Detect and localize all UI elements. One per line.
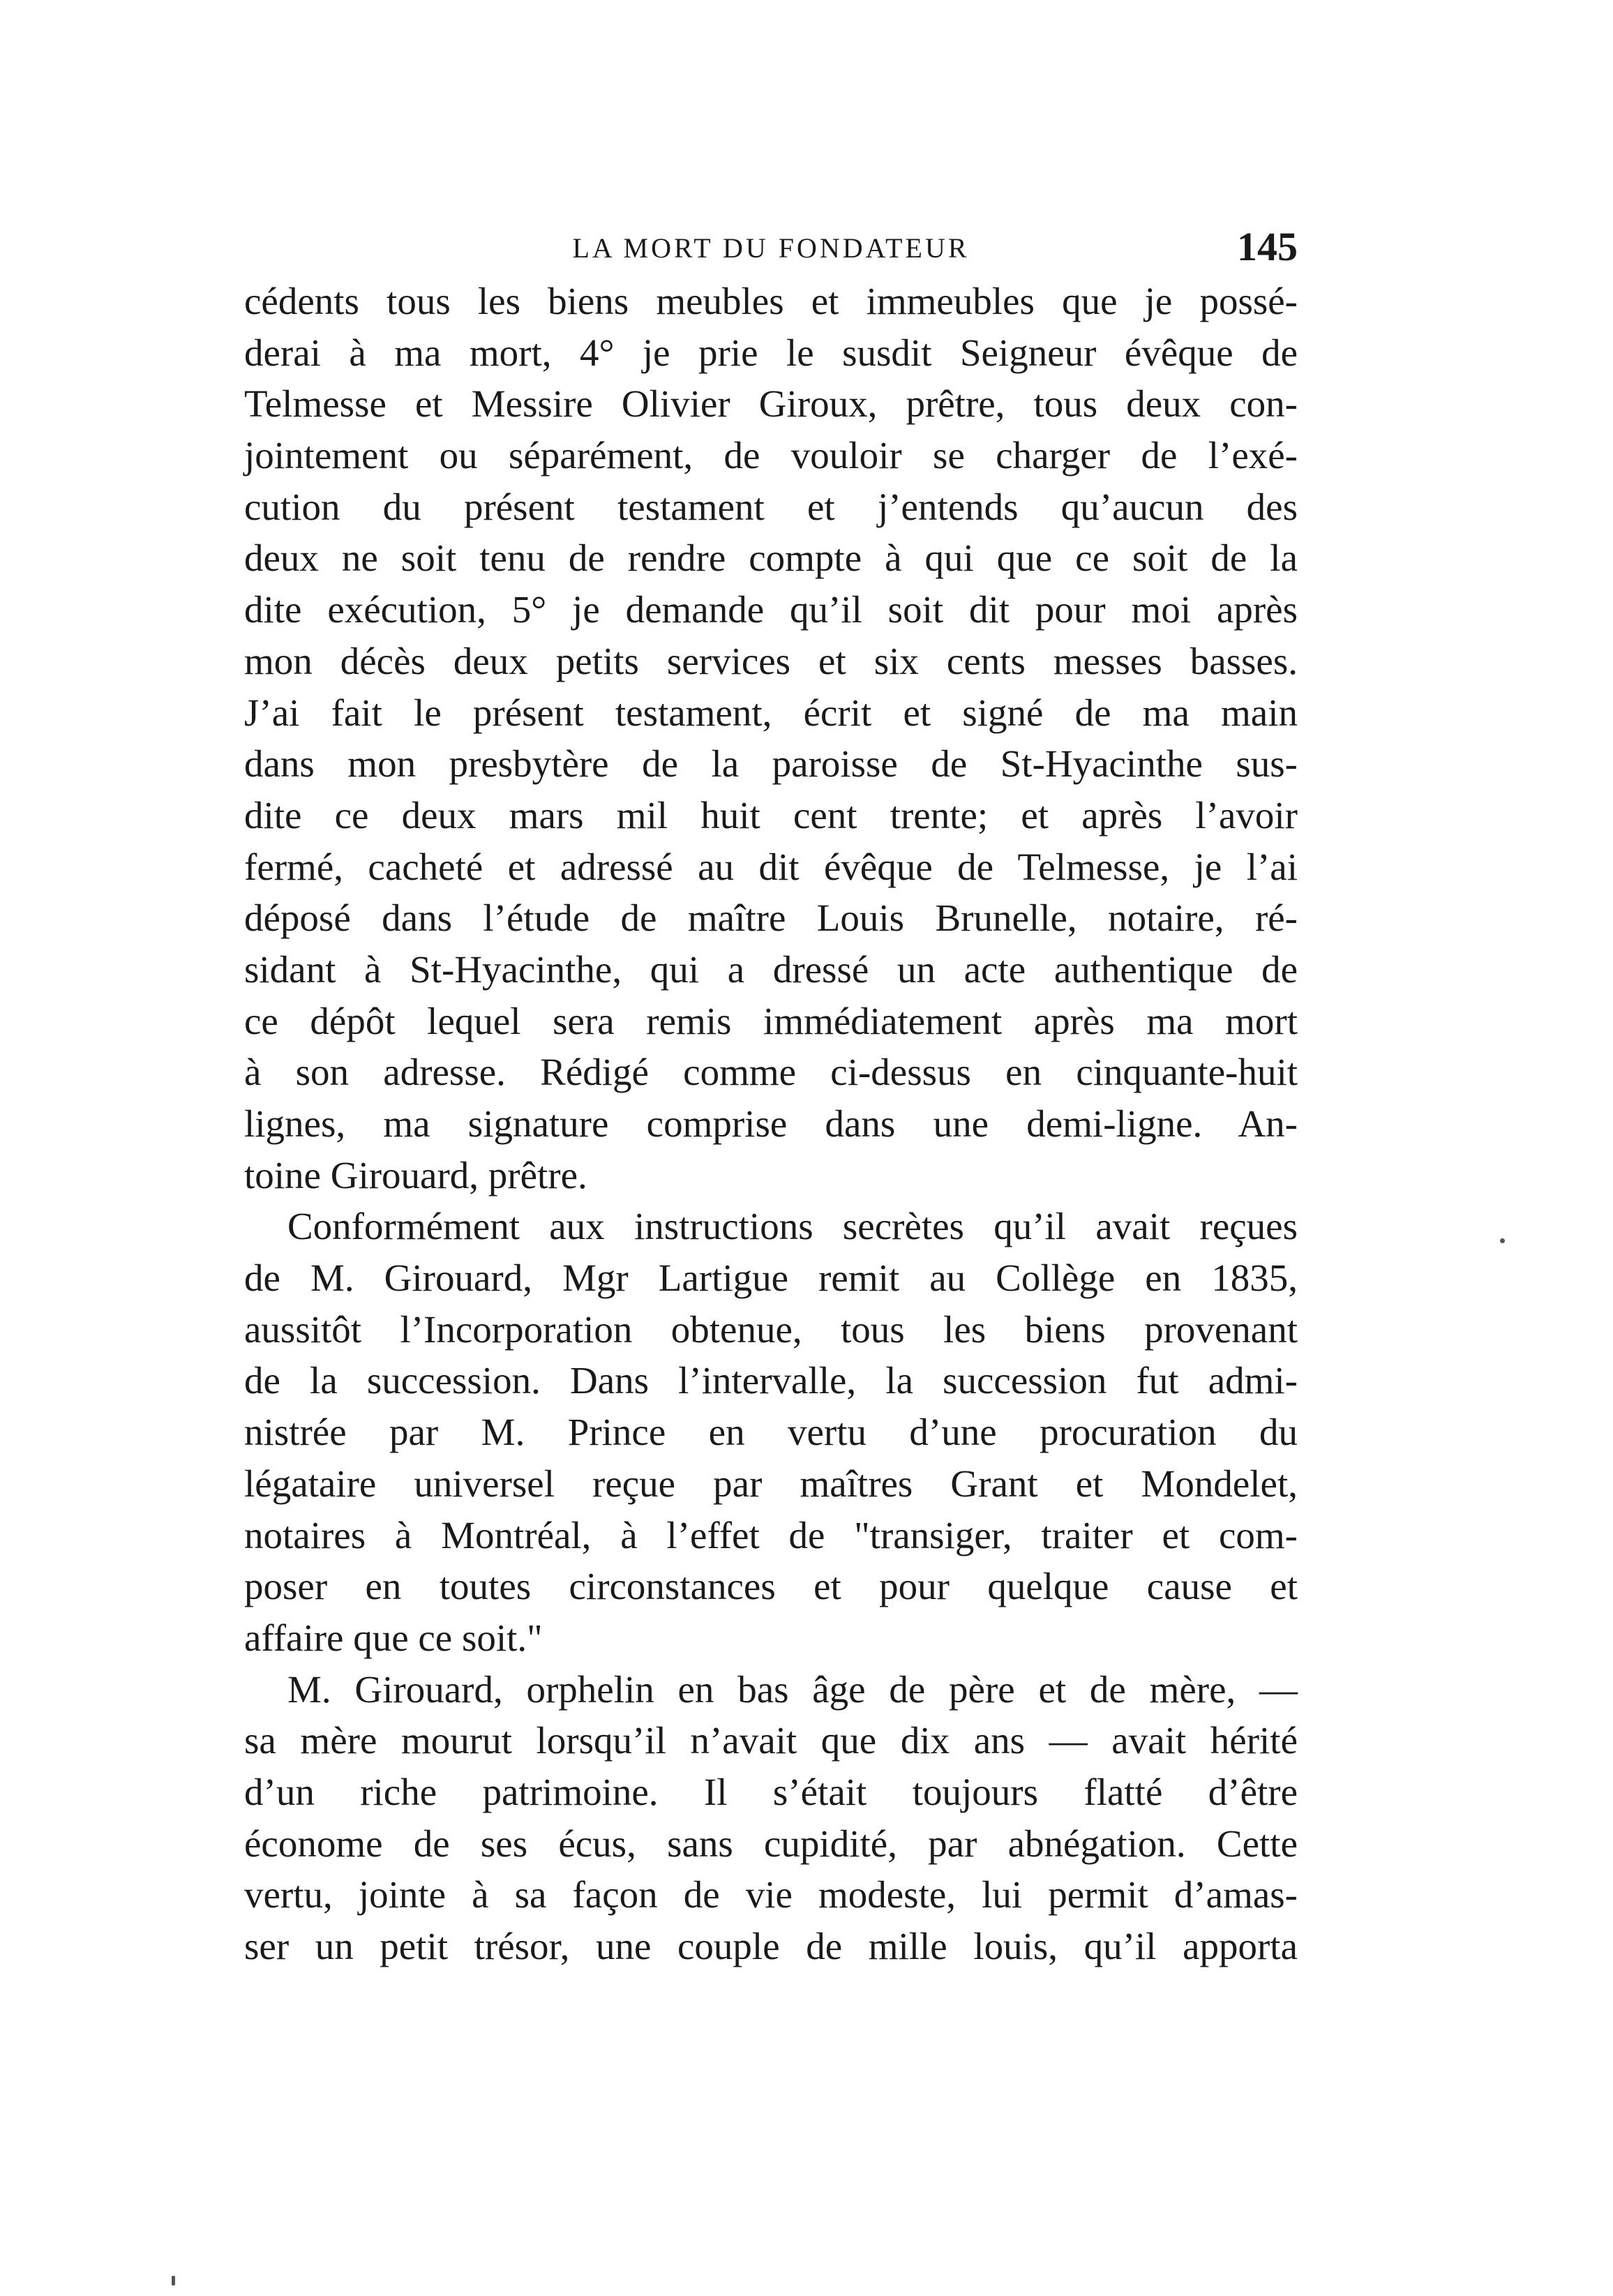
text-line: cution du présent testament et j’entends qu’aucun des (244, 485, 1298, 528)
text-line: affaire que ce soit." (244, 1616, 543, 1659)
text-line: dans mon presbytère de la paroisse de St-Hyacinthe sus- (244, 742, 1298, 786)
text-line: de la succession. Dans l’intervalle, la succession fut admi- (244, 1359, 1298, 1402)
text-line: toine Girouard, prêtre. (244, 1153, 587, 1196)
text-line: cédents tous les biens meubles et immeubles que je possé- (244, 280, 1298, 322)
text-line: notaires à Montréal, à l’effet de "transiger, traiter et com- (244, 1513, 1298, 1556)
text-line: dite exécution, 5° je demande qu’il soit dit pour moi après (244, 588, 1298, 631)
text-line: sidant à St-Hyacinthe, qui a dressé un acte authentique de (244, 947, 1298, 991)
running-title: LA MORT DU FONDATEUR (572, 232, 970, 264)
text-line: jointement ou séparément, de vouloir se charger de l’exé- (244, 434, 1298, 477)
text-line: fermé, cacheté et adressé au dit évêque de Telmesse, je l’ai (244, 845, 1298, 888)
text-line: aussitôt l’Incorporation obtenue, tous les biens provenant (244, 1307, 1298, 1351)
text-line: derai à ma mort, 4° je prie le susdit Seigneur évêque de (244, 331, 1298, 374)
text-line: légataire universel reçue par maîtres Grant et Mondelet, (244, 1462, 1298, 1505)
running-head (244, 222, 1298, 271)
text-line: M. Girouard, orphelin en bas âge de père et de mère, — (287, 1667, 1298, 1711)
text-line: ce dépôt lequel sera remis immédiatement après ma mort (244, 999, 1298, 1042)
scan-speck (172, 2276, 175, 2286)
page-number: 145 (1237, 224, 1298, 269)
text-line: à son adresse. Rédigé comme ci-dessus en cinquante-huit (244, 1051, 1298, 1094)
scan-speck (1500, 1238, 1505, 1243)
text-line: dite ce deux mars mil huit cent trente; et après l’avoir (244, 793, 1298, 836)
text-line: de M. Girouard, Mgr Lartigue remit au Collège en 1835, (244, 1256, 1298, 1300)
text-line: Conformément aux instructions secrètes qu’il avait reçues (287, 1205, 1298, 1248)
text-line: économe de ses écus, sans cupidité, par abnégation. Cette (244, 1822, 1298, 1865)
text-line: lignes, ma signature comprise dans une demi-ligne. An- (244, 1102, 1298, 1145)
text-line: d’un riche patrimoine. Il s’était toujours flatté d’être (244, 1770, 1298, 1813)
text-line: ser un petit trésor, une couple de mille louis, qu’il apporta (244, 1925, 1298, 1967)
text-line: poser en toutes circonstances et pour quelque cause et (244, 1565, 1298, 1608)
text-line: deux ne soit tenu de rendre compte à qui que ce soit de la (244, 537, 1298, 580)
text-line: sa mère mourut lorsqu’il n’avait que dix ans — avait hérité (244, 1719, 1298, 1762)
text-line: mon décès deux petits services et six cents messes basses. (244, 639, 1298, 682)
text-line: déposé dans l’étude de maître Louis Brunelle, notaire, ré- (244, 896, 1298, 940)
text-line: J’ai fait le présent testament, écrit et signé de ma main (244, 691, 1298, 734)
text-line: nistrée par M. Prince en vertu d’une procuration du (244, 1411, 1298, 1454)
text-line: vertu, jointe à sa façon de vie modeste, lui permit d’amas- (244, 1873, 1298, 1916)
text-line: Telmesse et Messire Olivier Giroux, prêtre, tous deux con- (244, 382, 1298, 426)
body-text (244, 276, 1298, 1972)
